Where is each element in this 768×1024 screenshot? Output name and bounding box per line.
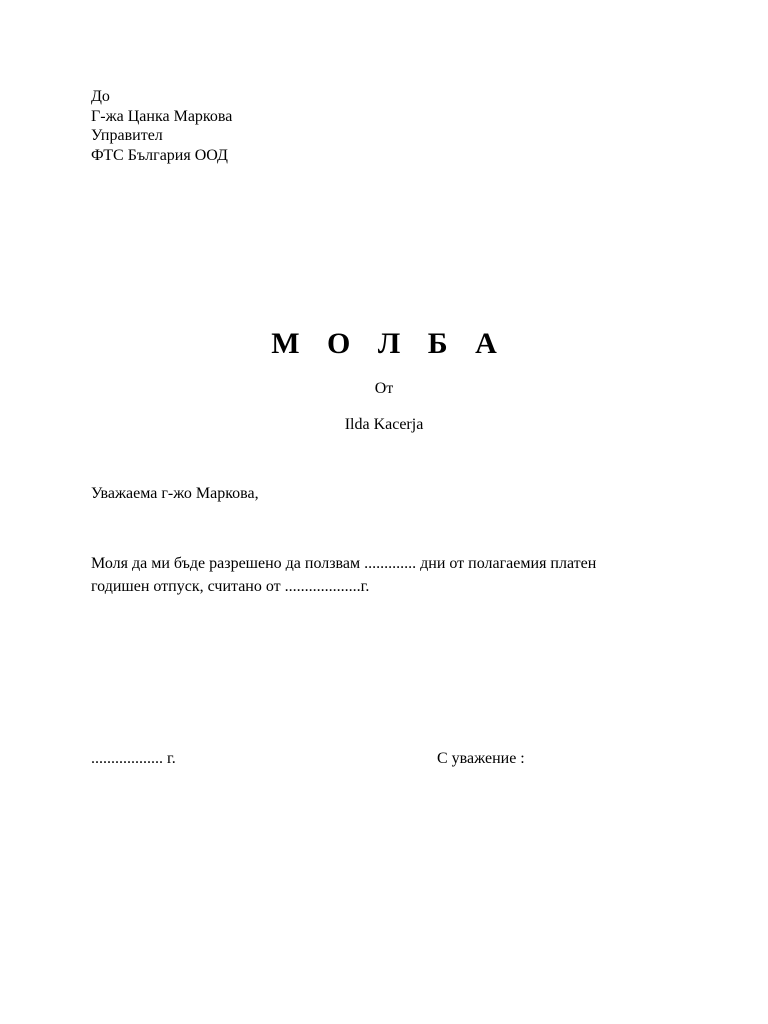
closing-regards: С уважение : [437,750,525,767]
addressee-block [91,87,232,165]
document-title: М О Л Б А [271,327,507,360]
salutation: Уважаема г-жо Маркова, [91,485,259,502]
date-placeholder: .................. г. [91,750,176,767]
addressee-to: До [91,88,110,105]
request-body-line-2: годишен отпуск, считано от ...................г. [91,578,370,595]
request-body [91,552,691,598]
sender-name: Ilda Kacerja [344,416,424,433]
addressee-company: ФТС България ООД [91,146,228,164]
request-body-line-1: Моля да ми бъде разрешено да ползвам ............. дни от полагаемия платен [91,555,597,572]
addressee-position: Управител [91,127,163,144]
addressee-name: Г-жа Цанка Маркова [91,107,233,125]
from-label: От [374,380,394,397]
